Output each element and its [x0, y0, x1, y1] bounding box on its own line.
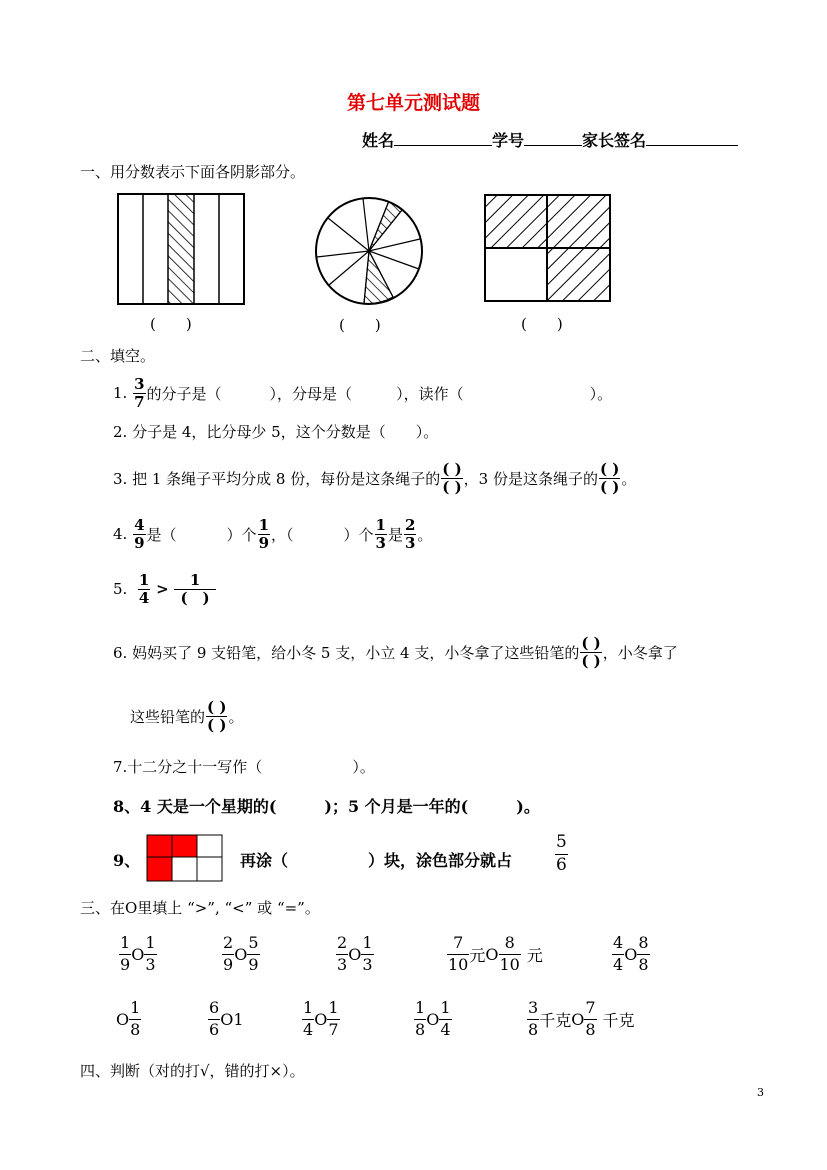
student-info-line	[362, 128, 738, 151]
question-2-9-text: 再涂（ ）块，涂色部分就占	[240, 851, 513, 870]
fraction-1-3: 1 3	[375, 515, 386, 552]
question-2-1: 1. 3 7 的分子是（ ），分母是（ ），读作（ ）。	[113, 374, 613, 411]
fraction: 8 10	[499, 933, 520, 974]
section4-heading: 四、判断（对的打√，错的打×）。	[80, 1062, 305, 1080]
fraction: 1 8	[130, 998, 141, 1039]
compare-circle[interactable]: O	[624, 944, 638, 964]
compare-circle[interactable]: O	[116, 1009, 130, 1029]
compare-circle[interactable]: O	[426, 1009, 440, 1029]
fraction-1-9: 1 9	[258, 515, 269, 552]
question-2-7: 7.十二分之十一写作（ ）。	[113, 758, 375, 776]
unit: 元	[469, 945, 486, 965]
id-blank[interactable]	[524, 129, 582, 146]
fraction: 6 6	[209, 998, 220, 1039]
fraction: 3 8	[528, 998, 539, 1039]
id-label: 学号	[492, 131, 525, 150]
fraction: 1 3	[362, 933, 373, 974]
unit: 千克	[539, 1010, 572, 1030]
compare-circle[interactable]: O	[348, 944, 362, 964]
striped-rectangle-figure	[116, 193, 246, 307]
question-2-3: 3. 把 1 条绳子平均分成 8 份，每份是这条绳子的 ( ) ( ) ，3 份是这条绳子的 ( ) ( ) 。	[113, 459, 637, 496]
fraction-blank-three[interactable]: ( ) ( )	[599, 459, 620, 496]
page-number: 3	[757, 1086, 764, 1099]
unit: 元	[526, 945, 543, 965]
question-2-8: 8、4 天是一个星期的( )；5 个月是一年的( )。	[113, 797, 540, 816]
fraction: 1 4	[440, 998, 451, 1039]
section2-heading: 二、填空。	[80, 347, 156, 365]
compare-circle[interactable]: O	[131, 944, 145, 964]
fraction: 1 7	[328, 998, 339, 1039]
fraction-3-7: 3 7	[134, 374, 145, 411]
fraction: 1 3	[145, 933, 156, 974]
compare-row2-item-5	[527, 1000, 635, 1039]
parent-sign-blank[interactable]	[646, 129, 738, 146]
fraction-1-blank[interactable]: 1 ( )	[174, 573, 215, 606]
question-2-6-cont: 这些铅笔的 ( ) ( ) 。	[130, 697, 244, 734]
fraction: 2 9	[223, 933, 234, 974]
compare-row1-item-2	[222, 935, 260, 974]
compare-circle[interactable]: O	[234, 944, 248, 964]
question-2-5: 5. 1 4 > 1 ( )	[113, 567, 217, 611]
compare-row2-item-2	[208, 1000, 244, 1039]
fraction-blank-each[interactable]: ( ) ( )	[442, 459, 462, 496]
fraction-2-3: 2 3	[404, 515, 416, 552]
square-grid-figure	[483, 193, 613, 305]
question-2-4: 4. 4 9 是（ ）个 1 9 ，（ ）个 1 3 是 2 3 。	[113, 515, 433, 552]
question-2-6: 6. 妈妈买了 9 支铅笔，给小冬 5 支，小立 4 支，小冬拿了这些铅笔的 ( ) ( ) ，小冬拿了	[113, 633, 678, 670]
answer-paren-1[interactable]: ( )	[150, 315, 192, 333]
colored-grid	[146, 834, 224, 884]
compare-row1-item-1	[119, 935, 157, 974]
question-2-9-number: 9、	[113, 851, 141, 870]
answer-paren-2[interactable]: ( )	[339, 316, 381, 334]
page-title: 第七单元测试题	[346, 92, 480, 114]
compare-circle[interactable]: O	[485, 944, 499, 964]
fraction: 5 9	[248, 933, 259, 974]
compare-row2-item-4	[414, 1000, 452, 1039]
section3-heading: 三、在O里填上 “>”, “<” 或 “=”。	[80, 899, 320, 917]
fraction: 1 4	[303, 998, 314, 1039]
answer-paren-3[interactable]: ( )	[521, 315, 563, 333]
question-2-2: 2. 分子是 4，比分母少 5，这个分数是（ ）。	[113, 423, 439, 441]
fraction-4-9: 4 9	[134, 515, 145, 552]
compare-circle[interactable]: O	[314, 1009, 328, 1029]
compare-row1-item-3	[336, 935, 374, 974]
unit: 千克	[602, 1010, 635, 1030]
compare-row1-item-4	[447, 935, 543, 974]
fraction-5-6: $\frac{5}{6}$	[556, 832, 567, 875]
right-value: 1	[233, 1009, 244, 1029]
parent-sign-label: 家长签名	[582, 131, 647, 150]
fraction-blank-xiaodong-2[interactable]: ( ) ( )	[207, 697, 227, 734]
name-blank[interactable]	[394, 129, 492, 146]
compare-row2-item-1	[116, 1000, 141, 1039]
fraction-1-4: 1 4	[138, 570, 150, 607]
circle-figure	[310, 194, 430, 308]
fraction: 4 4	[613, 933, 624, 974]
compare-row1-item-5	[612, 935, 650, 974]
fraction: 1 9	[120, 933, 131, 974]
fraction: 7 8	[585, 998, 596, 1039]
compare-circle[interactable]: O	[220, 1009, 234, 1029]
compare-circle[interactable]: O	[571, 1009, 585, 1029]
fraction: 8 8	[638, 933, 649, 974]
compare-row2-item-3	[302, 1000, 340, 1039]
fraction: 1 8	[415, 998, 426, 1039]
fraction: 2 3	[337, 933, 348, 974]
fraction: 7 10	[448, 933, 469, 974]
name-label: 姓名	[362, 131, 395, 150]
fraction-blank-xiaodong[interactable]: ( ) ( )	[581, 633, 601, 670]
section1-heading: 一、用分数表示下面各阴影部分。	[80, 163, 306, 181]
